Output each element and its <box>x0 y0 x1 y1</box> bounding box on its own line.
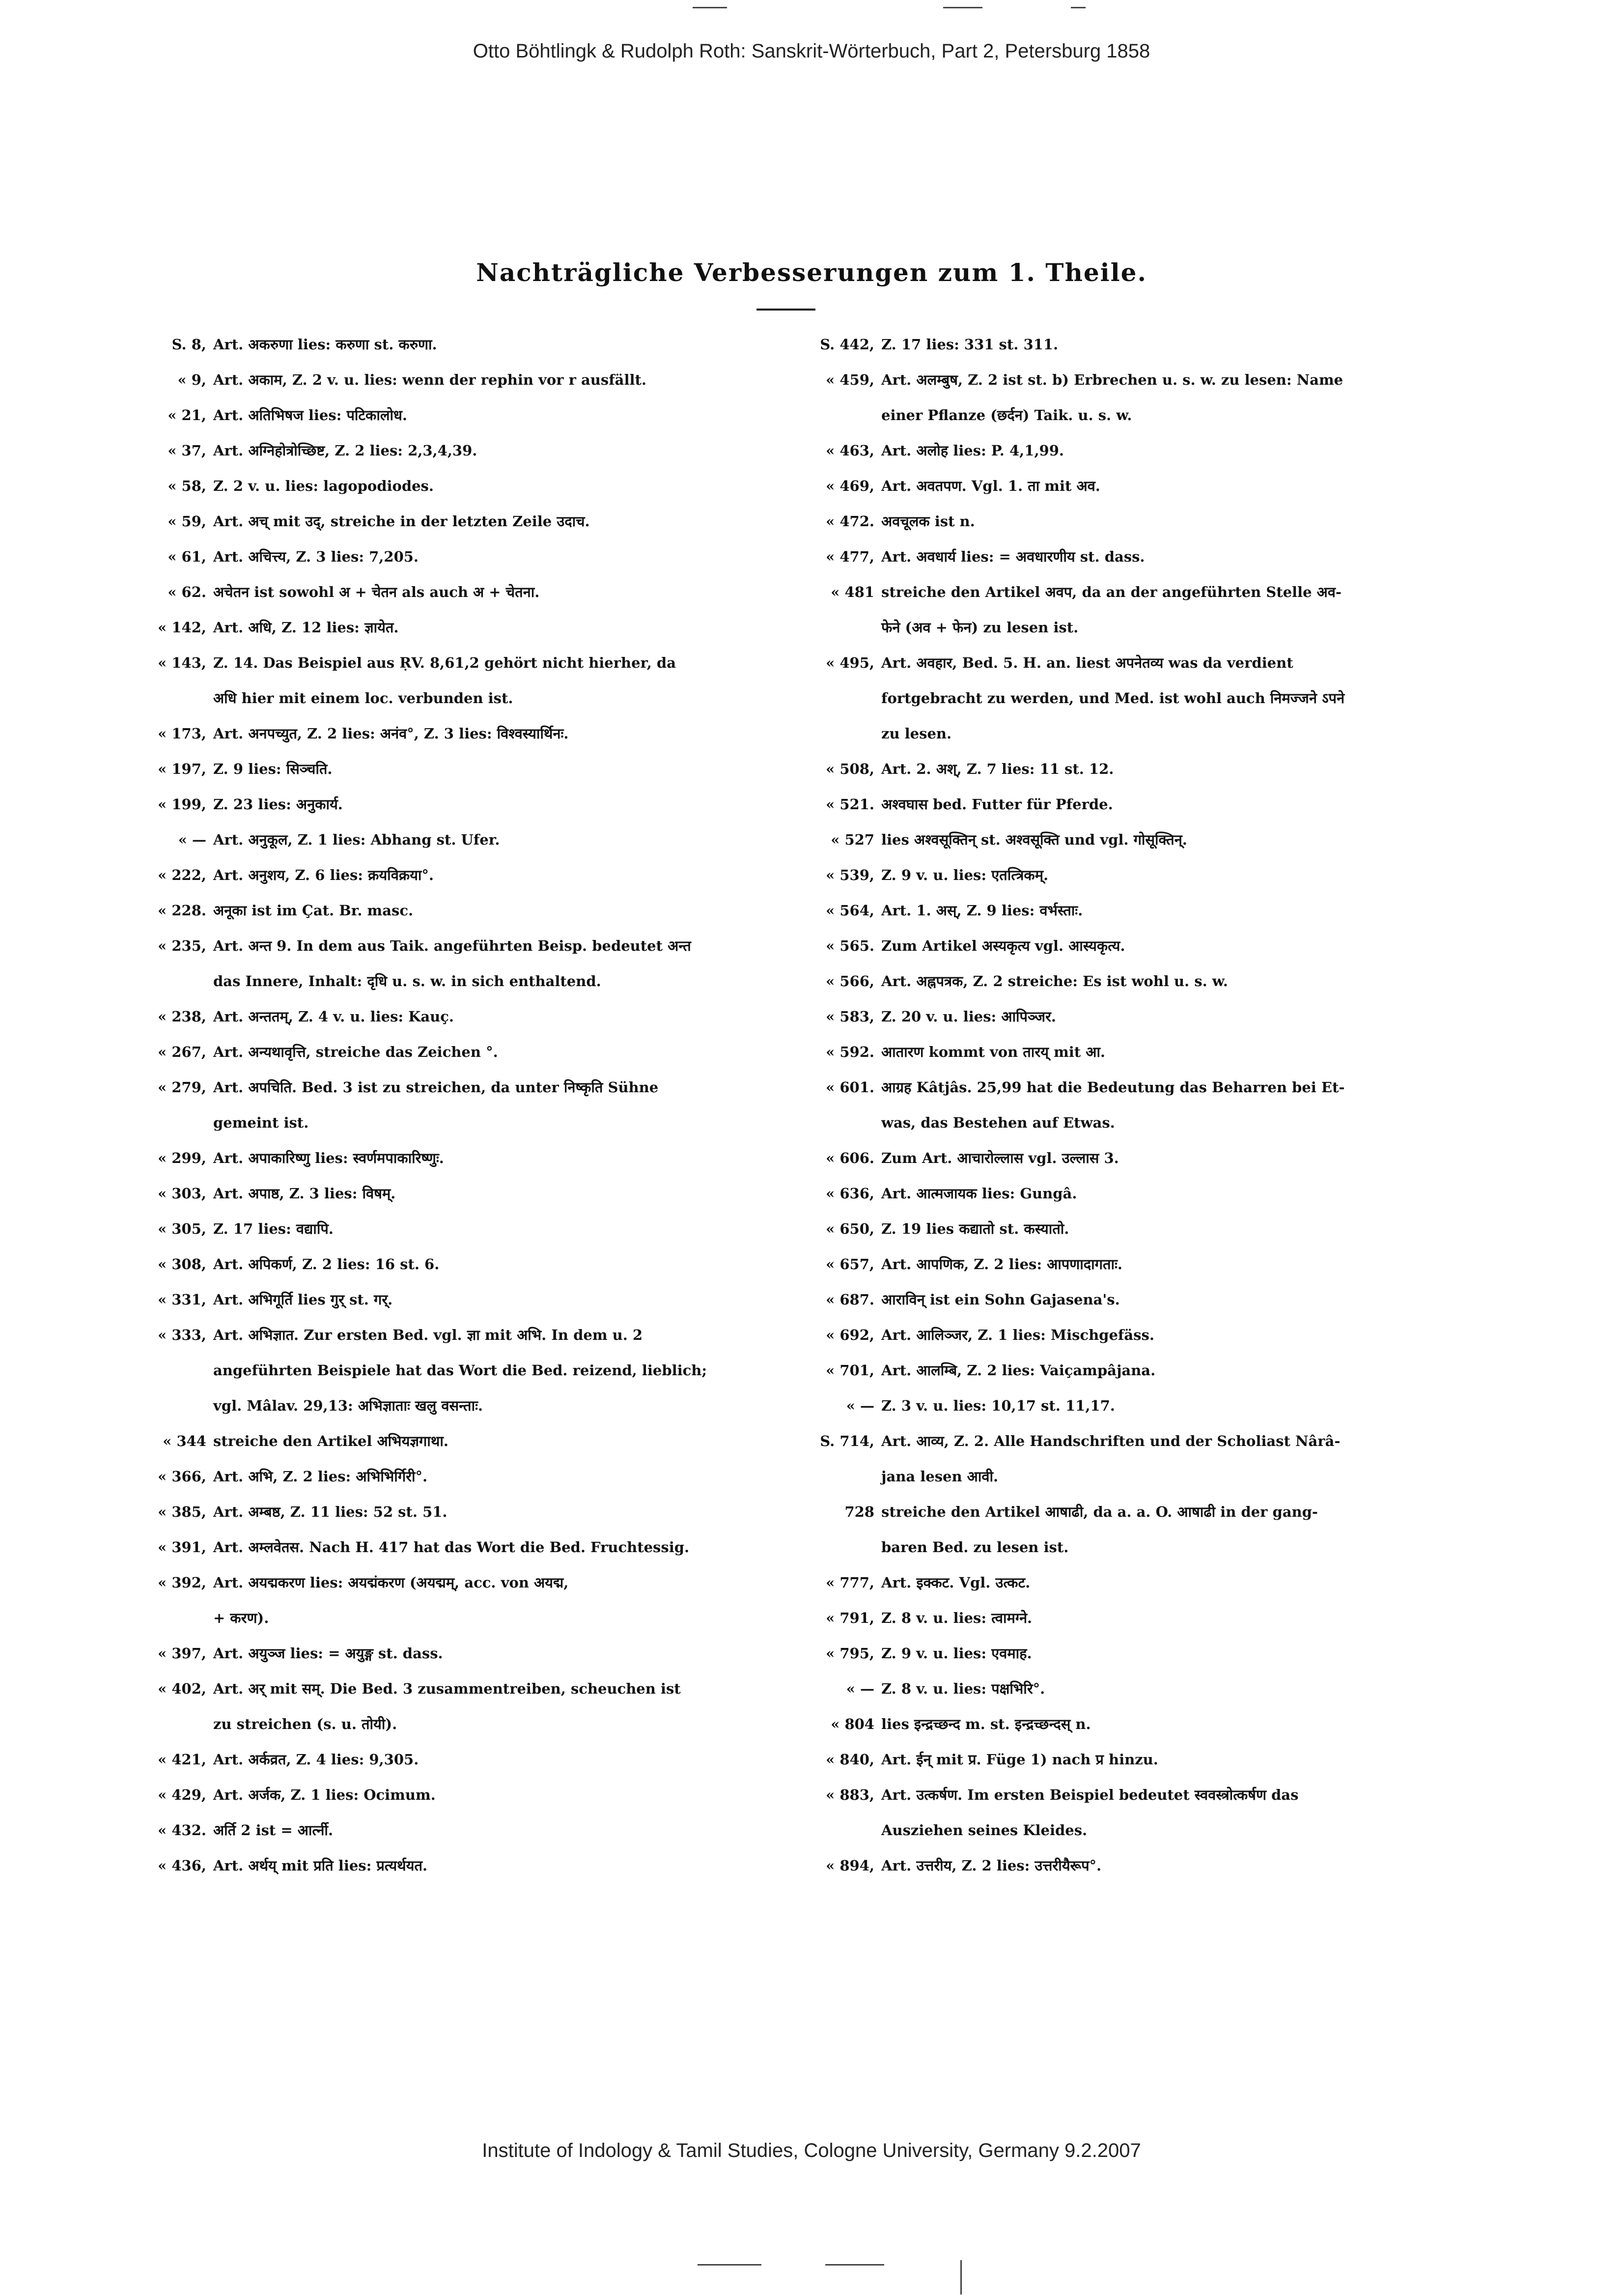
correction-line <box>142 1671 781 1706</box>
page-reference: « 9, <box>177 371 206 388</box>
correction-text: zu lesen. <box>881 725 952 742</box>
page-reference: « 397, <box>158 1645 206 1662</box>
correction-line <box>142 716 781 751</box>
correction-line <box>142 1706 781 1742</box>
correction-text: Z. 8 v. u. lies: त्वामग्ने. <box>881 1610 1033 1626</box>
correction-line <box>142 362 781 397</box>
correction-text: Z. 8 v. u. lies: पक्षभिरि°. <box>881 1680 1045 1697</box>
page-reference: « 566, <box>826 973 874 990</box>
page-reference: « 305, <box>158 1220 206 1237</box>
correction-text: Art. अभिगूर्ति lies गुर् st. गर्. <box>213 1291 393 1308</box>
correction-line <box>811 893 1449 928</box>
correction-text: Art. आत्मजायक lies: Gungâ. <box>881 1185 1077 1202</box>
correction-line <box>811 1636 1449 1671</box>
correction-line <box>142 1034 781 1070</box>
correction-line <box>811 468 1449 504</box>
correction-text: Art. अतिभिषज lies: पटिकालोध. <box>213 407 407 424</box>
page-reference: « 267, <box>158 1044 206 1060</box>
page-reference: « 527 <box>831 831 874 848</box>
correction-text: Art. आलिञ्जर, Z. 1 lies: Mischgefäss. <box>881 1327 1154 1343</box>
correction-line <box>811 1530 1449 1565</box>
correction-line <box>142 787 781 822</box>
correction-line <box>811 1494 1449 1530</box>
correction-line <box>142 1742 781 1777</box>
title-rule <box>756 309 815 311</box>
correction-text: अचेतन ist sowohl अ + चेतन als auch अ + चेतना. <box>213 584 540 600</box>
correction-text: vgl. Mâlav. 29,13: अभिज्ञाताः खलु वसन्ताः. <box>213 1397 483 1414</box>
correction-line <box>811 716 1449 751</box>
page-reference: « 636, <box>826 1185 874 1202</box>
correction-text: Art. अपिकर्ण, Z. 2 lies: 16 st. 6. <box>213 1256 440 1273</box>
correction-line <box>811 1777 1449 1813</box>
correction-text: Art. अन्यथावृत्ति, streiche das Zeichen °. <box>213 1044 498 1060</box>
page-footer: Institute of Indology & Tamil Studies, Cologne University, Germany 9.2.2007 <box>482 2140 1141 2161</box>
correction-text: Art. अर्जक, Z. 1 lies: Ocimum. <box>213 1786 436 1803</box>
page-reference: « 21, <box>168 407 206 424</box>
page-reference: « 279, <box>158 1079 206 1096</box>
correction-line <box>811 1388 1449 1423</box>
page-reference: « 59, <box>168 513 206 530</box>
correction-text: + करण). <box>213 1610 269 1626</box>
correction-text: Art. आपणिक, Z. 2 lies: आपणादागताः. <box>881 1256 1122 1273</box>
page-reference: « — <box>846 1680 874 1697</box>
page-reference: « 583, <box>826 1008 874 1025</box>
page-reference: « 333, <box>158 1327 206 1343</box>
correction-text: Art. उत्कर्षण. Im ersten Beispiel bedeutet स्ववस्त्रोत्कर्षण das <box>881 1786 1299 1803</box>
scan-artifact-top-2 <box>943 7 982 8</box>
scan-artifact-cursor <box>960 2260 962 2295</box>
correction-text: Z. 19 lies कद्यातो st. कस्यातो. <box>881 1220 1069 1237</box>
correction-line <box>811 1034 1449 1070</box>
page-reference: « 606. <box>826 1150 874 1166</box>
correction-line <box>811 1247 1449 1282</box>
correction-text: Art. आलम्बि, Z. 2 lies: Vaiçampâjana. <box>881 1362 1156 1379</box>
correction-text: Art. अन्ततम्, Z. 4 v. u. lies: Kauç. <box>213 1008 454 1025</box>
correction-line <box>142 327 781 362</box>
correction-line <box>811 822 1449 857</box>
correction-text: Art. अम्बष्ठ, Z. 11 lies: 52 st. 51. <box>213 1503 448 1520</box>
correction-text: lies इन्द्रच्छन्द m. st. इन्द्रच्छन्दस् n. <box>881 1716 1091 1732</box>
page-reference: « 481 <box>831 584 874 600</box>
page-reference: « 495, <box>826 654 874 671</box>
correction-line <box>811 1070 1449 1105</box>
correction-text: Art. अपाष्ठ, Z. 3 lies: विषम्. <box>213 1185 396 1202</box>
page-reference: « 62. <box>168 584 206 600</box>
correction-line <box>811 1105 1449 1140</box>
correction-line <box>811 1706 1449 1742</box>
page-reference: « 421, <box>158 1751 206 1768</box>
correction-line <box>811 964 1449 999</box>
correction-text: jana lesen आवी. <box>881 1468 999 1485</box>
correction-text: Art. अचित्त्य, Z. 3 lies: 7,205. <box>213 548 419 565</box>
page-reference: « 459, <box>826 371 874 388</box>
correction-line <box>811 787 1449 822</box>
correction-line <box>142 893 781 928</box>
page-reference: « 429, <box>158 1786 206 1803</box>
correction-text: Z. 9 v. u. lies: एतत्त्रिकम्. <box>881 867 1049 883</box>
correction-line <box>811 362 1449 397</box>
correction-text: Art. अग्निहोत्रोच्छिष्ट, Z. 2 lies: 2,3,4,39. <box>213 442 477 459</box>
page-reference: « 592. <box>826 1044 874 1060</box>
correction-line <box>811 680 1449 716</box>
correction-text: Art. अम्लवेतस. Nach H. 417 hat das Wort die Bed. Fruchtessig. <box>213 1539 690 1556</box>
page-reference: « 508, <box>826 761 874 777</box>
correction-line <box>142 999 781 1034</box>
correction-line <box>142 468 781 504</box>
correction-line <box>811 539 1449 574</box>
correction-line <box>811 574 1449 610</box>
correction-text: अश्वघास bed. Futter für Pferde. <box>881 796 1113 813</box>
correction-line <box>811 504 1449 539</box>
page-reference: « 308, <box>158 1256 206 1273</box>
correction-text: Art. अर्थय् mit प्रति lies: प्रत्यर्थयत. <box>213 1857 428 1874</box>
correction-line <box>811 857 1449 893</box>
scan-artifact-top-3 <box>1071 7 1086 8</box>
correction-text: Art. अन्त 9. In dem aus Taik. angeführten Beisp. bedeutet अन्त <box>213 937 691 954</box>
correction-text: आतारण kommt von तारय् mit आ. <box>881 1044 1106 1060</box>
correction-text: Art. अभिज्ञात. Zur ersten Bed. vgl. ज्ञा mit अभि. In dem u. 2 <box>213 1327 643 1343</box>
correction-text: fortgebracht zu werden, und Med. ist wohl auch निमज्जने ऽपने <box>881 690 1345 707</box>
page-reference: « 228. <box>158 902 206 919</box>
page-reference: « 37, <box>168 442 206 459</box>
correction-text: Art. 1. अस्, Z. 9 lies: वर्भस्ताः. <box>881 902 1083 919</box>
page-reference: « 199, <box>158 796 206 813</box>
page-reference: « 173, <box>158 725 206 742</box>
correction-text: Ausziehen seines Kleides. <box>881 1822 1088 1839</box>
correction-line <box>142 1388 781 1423</box>
scan-artifact-bottom-2 <box>825 2264 884 2266</box>
correction-line <box>142 610 781 645</box>
correction-text: Art. अह्नपत्रक, Z. 2 streiche: Es ist wohl u. s. w. <box>881 973 1228 990</box>
page-reference: S. 8, <box>171 336 206 353</box>
page-reference: S. 442, <box>820 336 874 353</box>
correction-line <box>142 1813 781 1848</box>
correction-line <box>811 433 1449 468</box>
page-reference: « 791, <box>826 1610 874 1626</box>
correction-line <box>142 1247 781 1282</box>
correction-text: was, das Bestehen auf Etwas. <box>881 1114 1115 1131</box>
correction-line <box>142 1140 781 1176</box>
page-reference: « 795, <box>826 1645 874 1662</box>
correction-text: Art. अनुशय, Z. 6 lies: क्रयविक्रया°. <box>213 867 434 883</box>
correction-text: gemeint ist. <box>213 1114 309 1131</box>
page-reference: « 701, <box>826 1362 874 1379</box>
correction-line <box>142 1105 781 1140</box>
correction-text: Art. अपचिति. Bed. 3 ist zu streichen, da unter निष्कृति Sühne <box>213 1079 659 1096</box>
page-reference: « 197, <box>158 761 206 777</box>
correction-text: einer Pflanze (छर्दन) Taik. u. s. w. <box>881 407 1132 424</box>
page-reference: S. 714, <box>820 1433 874 1449</box>
correction-text: Art. अयुञ्ज lies: = अयुङ्ग st. dass. <box>213 1645 443 1662</box>
correction-text: Z. 23 lies: अनुकार्य. <box>213 796 343 813</box>
correction-line <box>142 857 781 893</box>
correction-text: Art. अवहार, Bed. 5. H. an. liest अपनेतव्य was da verdient <box>881 654 1293 671</box>
correction-text: Art. अधि, Z. 12 lies: ज्ञायेत. <box>213 619 399 636</box>
left-column <box>142 327 781 1883</box>
page-reference: « 58, <box>168 478 206 494</box>
page-reference: « 777, <box>826 1574 874 1591</box>
correction-text: Art. अर् mit सम्. Die Bed. 3 zusammentreiben, scheuchen ist <box>213 1680 681 1697</box>
page-reference: « 687. <box>826 1291 874 1308</box>
page-reference: « 238, <box>158 1008 206 1025</box>
correction-line <box>142 680 781 716</box>
correction-text: Art. आव्य, Z. 2. Alle Handschriften und der Scholiast Nârâ- <box>881 1433 1341 1449</box>
page-reference: « 344 <box>163 1433 206 1449</box>
page-reference: « 303, <box>158 1185 206 1202</box>
correction-line <box>142 397 781 433</box>
correction-text: Art. उत्तरीय, Z. 2 lies: उत्तरीयैरूप°. <box>881 1857 1102 1874</box>
page-reference: « 222, <box>158 867 206 883</box>
page-title: Nachträgliche Verbesserungen zum 1. Theile. <box>476 258 1147 287</box>
correction-line <box>142 1211 781 1247</box>
correction-text: Art. अनपच्युत, Z. 2 lies: अनंव°, Z. 3 lies: विश्वस्यार्थिनः. <box>213 725 569 742</box>
correction-line <box>811 1423 1449 1459</box>
page-reference: « 601. <box>826 1079 874 1096</box>
correction-text: Zum Art. आचारोल्लास vgl. उल्लास 3. <box>881 1150 1119 1166</box>
correction-text: streiche den Artikel अवप, da an der angeführten Stelle अव- <box>881 584 1342 600</box>
page-reference: « 432. <box>158 1822 206 1839</box>
correction-text: Z. 3 v. u. lies: 10,17 st. 11,17. <box>881 1397 1115 1414</box>
correction-text: Art. 2. अश्, Z. 7 lies: 11 st. 12. <box>881 761 1114 777</box>
correction-text: Art. अवधार्य lies: = अवधारणीय st. dass. <box>881 548 1145 565</box>
scan-artifact-top-1 <box>693 7 727 8</box>
page-reference: « 657, <box>826 1256 874 1273</box>
correction-text: Art. अयद्मकरण lies: अयद्मंकरण (अयद्मम्, acc. von अयद्म, <box>213 1574 569 1591</box>
correction-line <box>142 1070 781 1105</box>
page-reference: « — <box>846 1397 874 1414</box>
correction-text: Z. 17 lies: वद्यापि. <box>213 1220 334 1237</box>
correction-line <box>142 1600 781 1636</box>
correction-line <box>811 1600 1449 1636</box>
correction-text: Z. 9 v. u. lies: एवमाह. <box>881 1645 1032 1662</box>
correction-text: baren Bed. zu lesen ist. <box>881 1539 1069 1556</box>
correction-line <box>142 964 781 999</box>
correction-line <box>142 433 781 468</box>
correction-line <box>811 1317 1449 1353</box>
correction-line <box>142 822 781 857</box>
correction-text: Art. अलम्बुष, Z. 2 ist st. b) Erbrechen u. s. w. zu lesen: Name <box>881 371 1343 388</box>
correction-line <box>142 1459 781 1494</box>
correction-line <box>142 1353 781 1388</box>
correction-line <box>811 1813 1449 1848</box>
page-reference: « 477, <box>826 548 874 565</box>
correction-line <box>142 1423 781 1459</box>
correction-line <box>142 1176 781 1211</box>
right-column <box>811 327 1449 1883</box>
correction-text: अर्ति 2 ist = आर्त्नी. <box>213 1822 334 1839</box>
page-reference: « 692, <box>826 1327 874 1343</box>
correction-line <box>142 928 781 964</box>
correction-text: Art. अकाम, Z. 2 v. u. lies: wenn der rephin vor r ausfällt. <box>213 371 646 388</box>
correction-line <box>811 1140 1449 1176</box>
correction-line <box>142 574 781 610</box>
correction-line <box>142 1282 781 1317</box>
correction-text: Z. 17 lies: 331 st. 311. <box>881 336 1059 353</box>
correction-text: zu streichen (s. u. तोयी). <box>213 1716 397 1732</box>
correction-line <box>811 610 1449 645</box>
correction-text: Z. 20 v. u. lies: आपिञ्जर. <box>881 1008 1056 1025</box>
page-reference: « 521. <box>826 796 874 813</box>
correction-text: फेने (अव + फेन) zu lesen ist. <box>881 619 1079 636</box>
page-reference: 728 <box>844 1503 874 1520</box>
correction-text: Zum Artikel अस्यकृत्य vgl. आस्यकृत्य. <box>881 937 1125 954</box>
correction-line <box>142 504 781 539</box>
correction-line <box>811 1671 1449 1706</box>
correction-text: streiche den Artikel अभियज्ञगाथा. <box>213 1433 448 1449</box>
correction-text: lies अश्वसूक्तिन् st. अश्वसूक्ति und vgl. गोसूक्तिन्. <box>881 831 1187 848</box>
correction-text: Art. इक्कट. Vgl. उत्कट. <box>881 1574 1031 1591</box>
page-header: Otto Böhtlingk & Rudolph Roth: Sanskrit-Wörterbuch, Part 2, Petersburg 1858 <box>473 40 1150 62</box>
correction-line <box>811 1211 1449 1247</box>
correction-text: अवचूलक ist n. <box>881 513 975 530</box>
correction-line <box>811 1742 1449 1777</box>
correction-line <box>811 1565 1449 1600</box>
correction-line <box>811 1176 1449 1211</box>
page-reference: « 331, <box>158 1291 206 1308</box>
page-reference: « 650, <box>826 1220 874 1237</box>
correction-line <box>142 1636 781 1671</box>
correction-text: Art. अवतपण. Vgl. 1. ता mit अव. <box>881 478 1100 494</box>
page-reference: « 539, <box>826 867 874 883</box>
page-reference: « 299, <box>158 1150 206 1166</box>
page-reference: « 472. <box>826 513 874 530</box>
correction-text: Art. अनुकूल, Z. 1 lies: Abhang st. Ufer. <box>213 831 500 848</box>
scan-artifact-bottom-1 <box>698 2264 761 2266</box>
correction-line <box>811 645 1449 680</box>
correction-text: Art. अपाकारिष्णु lies: स्वर्णमपाकारिष्णुः. <box>213 1150 444 1166</box>
correction-text: Art. अर्कव्रत, Z. 4 lies: 9,305. <box>213 1751 419 1768</box>
correction-text: आग्रह Kâtjâs. 25,99 hat die Bedeutung das Beharren bei Et- <box>881 1079 1345 1096</box>
correction-line <box>811 1459 1449 1494</box>
correction-text: das Innere, Inhalt: दृधि u. s. w. in sich enthaltend. <box>213 973 601 990</box>
page-reference: « 385, <box>158 1503 206 1520</box>
correction-text: अनूका ist im Çat. Br. masc. <box>213 902 414 919</box>
correction-text: Z. 9 lies: सिञ्चति. <box>213 761 333 777</box>
page-reference: « 804 <box>831 1716 874 1732</box>
correction-line <box>811 751 1449 787</box>
correction-line <box>142 1565 781 1600</box>
correction-line <box>811 1353 1449 1388</box>
correction-line <box>811 1282 1449 1317</box>
page-reference: « 883, <box>826 1786 874 1803</box>
correction-text: Art. अच् mit उद्, streiche in der letzten Zeile उदाच. <box>213 513 590 530</box>
correction-line <box>142 751 781 787</box>
page-reference: « 235, <box>158 937 206 954</box>
correction-text: आराविन् ist ein Sohn Gajasena's. <box>881 1291 1120 1308</box>
page-reference: « 142, <box>158 619 206 636</box>
page-reference: « 436, <box>158 1857 206 1874</box>
correction-text: Art. अलोह lies: P. 4,1,99. <box>881 442 1064 459</box>
correction-text: Z. 14. Das Beispiel aus ṚV. 8,61,2 gehört nicht hierher, da <box>213 654 676 671</box>
correction-text: Z. 2 v. u. lies: lagopodiodes. <box>213 478 434 494</box>
correction-line <box>142 645 781 680</box>
correction-text: Art. अभि, Z. 2 lies: अभिभिर्गिरी°. <box>213 1468 428 1485</box>
correction-line <box>142 1530 781 1565</box>
correction-line <box>142 1494 781 1530</box>
correction-line <box>142 539 781 574</box>
correction-line <box>811 1848 1449 1883</box>
page-reference: « 366, <box>158 1468 206 1485</box>
correction-text: Art. ईन् mit प्र. Füge 1) nach प्र hinzu. <box>881 1751 1158 1768</box>
page-reference: « 565. <box>826 937 874 954</box>
correction-line <box>811 327 1449 362</box>
page-reference: « 463, <box>826 442 874 459</box>
page-reference: « 564, <box>826 902 874 919</box>
page-reference: « 469, <box>826 478 874 494</box>
page-reference: « 894, <box>826 1857 874 1874</box>
correction-text: अधि hier mit einem loc. verbunden ist. <box>213 690 513 707</box>
correction-line <box>142 1317 781 1353</box>
correction-line <box>811 999 1449 1034</box>
correction-text: streiche den Artikel आषाढी, da a. a. O. आषाढी in der gang- <box>881 1503 1318 1520</box>
page-reference: « — <box>178 831 206 848</box>
correction-line <box>142 1777 781 1813</box>
correction-text: Art. अकरुणा lies: करुणा st. करुणा. <box>213 336 437 353</box>
correction-line <box>811 928 1449 964</box>
page-reference: « 391, <box>158 1539 206 1556</box>
page-reference: « 61, <box>168 548 206 565</box>
page-reference: « 840, <box>826 1751 874 1768</box>
page-reference: « 402, <box>158 1680 206 1697</box>
page-reference: « 392, <box>158 1574 206 1591</box>
page-reference: « 143, <box>158 654 206 671</box>
correction-line <box>811 397 1449 433</box>
correction-line <box>142 1848 781 1883</box>
correction-text: angeführten Beispiele hat das Wort die Bed. reizend, lieblich; <box>213 1362 707 1379</box>
